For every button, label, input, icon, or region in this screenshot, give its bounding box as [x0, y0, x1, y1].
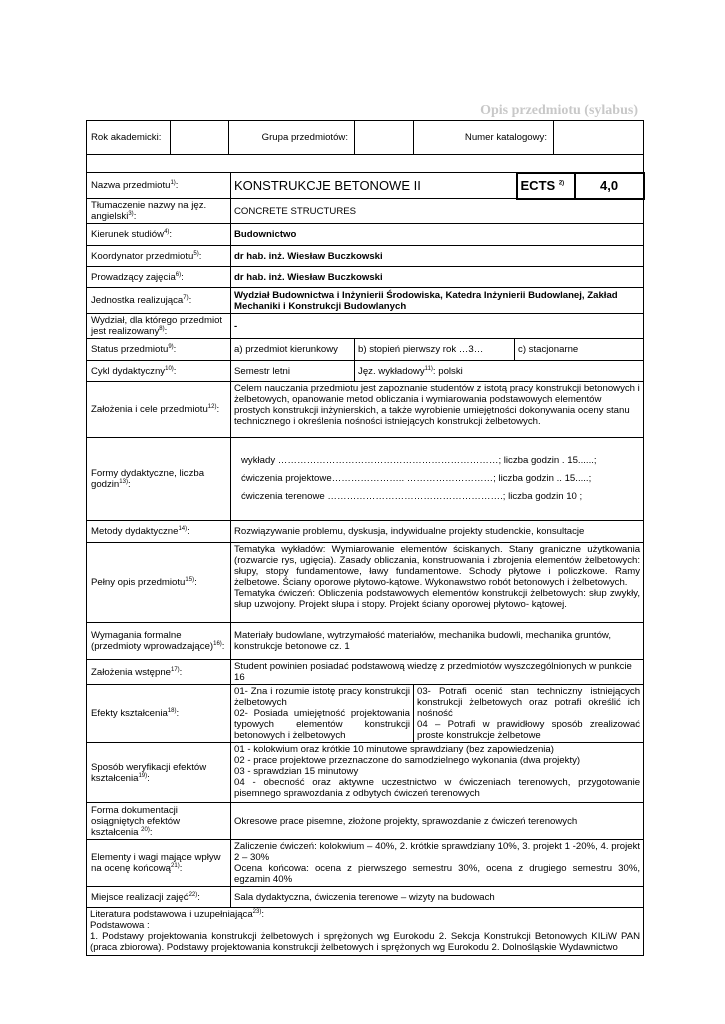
rok-value — [171, 121, 229, 155]
row-cykl — [87, 361, 644, 382]
efekty-left: 01- Zna i rozumie istotę pracy konstrukcji żelbetowych 02- Posiada umiejętność projektowania typowych elementów konstrukcji betonowych i żelbetowych — [231, 685, 414, 743]
row-nazwa — [87, 173, 644, 199]
prowadzacy-value: dr hab. inż. Wiesław Buczkowski — [231, 267, 644, 288]
wymagania-label: Wymagania formalne (przedmioty wprowadzające)$^{16)}$: — [87, 623, 231, 660]
wymagania-value: Materiały budowlane, wytrzymałość materiałów, mechanika budowli, mechanika gruntów, konstrukcje betonowe cz. 1 — [231, 623, 644, 660]
prowadzacy-label: Prowadzący zajęcia$^{6)}$: — [87, 267, 231, 288]
koordynator-value: dr hab. inż. Wiesław Buczkowski — [231, 246, 644, 267]
row-wagi — [87, 840, 644, 887]
syllabus-table — [86, 120, 645, 956]
row-literatura — [87, 908, 644, 956]
row-kierunek — [87, 224, 644, 246]
row-wymagania — [87, 623, 644, 660]
zalozenia-value: Celem nauczania przedmiotu jest zapoznanie studentów z istotą pracy konstrukcji betonowych i żelbetowych, opanowanie metod obliczania i wymiarowania podstawowych elementów prostych konstrukcji inżynierskich, a także wyrobienie umiejętności dokonywania oceny stanu technicznego i określenia nośności istniejących konstrukcji żelbetowych. — [231, 382, 644, 438]
literatura-item: 1. Podstawy projektowania konstrukcji żelbetowych i sprężonych wg Eurokodu 2. Sekcja Konstrukcji Betonowych KILiW PAN (praca zbiorowa). Podstawy projektowania konstrukcji żelbetowych i sprężonych wg Eurokodu 2. Dolnośląskie Wydawnictwo — [90, 931, 641, 953]
kierunek-value: Budownictwo — [231, 224, 644, 246]
wagi-label: Elementy i wagi mające wpływ na ocenę końcową$^{21)}$: — [87, 840, 231, 887]
efekty-right: 03- Potrafi ocenić stan techniczny istniejących konstrukcji żelbetowych oraz potrafi określić ich nośność 04 – Potrafi w prawidłowy sposób zrealizować proste konstrukcje żelbetowe — [414, 685, 644, 743]
ects-value: 4,0 — [575, 173, 644, 199]
cykl-label: Cykl dydaktyczny$^{10)}$: — [87, 361, 231, 382]
metody-label: Metody dydaktyczne$^{14)}$: — [87, 521, 231, 543]
formy-value — [231, 438, 644, 521]
row-miejsce — [87, 887, 644, 908]
cykl-semestr: Semestr letni — [231, 361, 355, 382]
wagi-value — [231, 840, 644, 887]
wstepne-label: Założenia wstępne$^{17)}$: — [87, 660, 231, 685]
weryfikacja-line: 02 - prace projektowe przeznaczone do samodzielnego wykonania (dwa projekty) — [234, 755, 581, 766]
numer-label: Numer katalogowy: — [414, 121, 554, 155]
row-status — [87, 339, 644, 361]
efekty-label: Efekty kształcenia$^{18)}$: — [87, 685, 231, 743]
ang-value: CONCRETE STRUCTURES — [231, 199, 644, 224]
row-dokumentacja — [87, 803, 644, 840]
dokumentacja-label: Forma dokumentacji osiągniętych efektów kształcenia $^{20)}$: — [87, 803, 231, 840]
weryfikacja-line: 04 - obecność oraz aktywne uczestnictwo w ćwiczeniach terenowych, przygotowanie pisemnego sprawozdania z odbytych ćwiczeń terenowych — [234, 777, 641, 799]
row-ang — [87, 199, 644, 224]
row-pelny — [87, 543, 644, 623]
row-weryfikacja — [87, 743, 644, 803]
formy-line: ćwiczenia terenowe ……………………………………………….; liczba godzin 10 ; — [241, 491, 583, 502]
wydzial-value: - — [231, 314, 644, 339]
document-title: Opis przedmiotu (sylabus) — [480, 103, 638, 118]
kierunek-label: Kierunek studiów$^{4)}$: — [87, 224, 231, 246]
row-efekty — [87, 685, 644, 743]
pelny-wyklady: Tematyka wykładów: Wymiarowanie elementów ściskanych. Stany graniczne użytkowania (rozwarcie rys, ugięcia). Zasady obliczania, konstruowania i zbrojenia elementów żelbetowych: słupy, stopy fundamentowe, ławy fundamentowe. Schody płytowe i policzkowe. Ramy żelbetowe. Ściany oporowe płytowo-kątowe. Wykonawstwo robót betonowych i żelbetowych. — [234, 544, 641, 588]
zalozenia-label: Założenia i cele przedmiotu$^{12)}$: — [87, 382, 231, 438]
miejsce-value: Sala dydaktyczna, ćwiczenia terenowe – wizyty na budowach — [231, 887, 644, 908]
jednostka-value: Wydział Budownictwa i Inżynierii Środowiska, Katedra Inżynierii Budowlanej, Zakład Mechaniki i Konstrukcji Budowlanych — [231, 288, 644, 314]
literatura-cell — [87, 908, 644, 956]
wagi-line-1: Zaliczenie ćwiczeń: kolokwium – 40%, 2. krótkie sprawdziany 10%, 3. projekt 1 -20%, 4. projekt 2 – 30% — [234, 841, 641, 863]
top-row — [87, 121, 644, 155]
wstepne-value: Student powinien posiadać podstawową wiedzę z przedmiotów wyszczególnionych w punkcie 16 — [231, 660, 644, 685]
status-b: b) stopień pierwszy rok …3… — [355, 339, 515, 361]
weryfikacja-line: 03 - sprawdzian 15 minutowy — [234, 766, 359, 777]
row-formy — [87, 438, 644, 521]
koordynator-label: Koordynator przedmiotu$^{5)}$: — [87, 246, 231, 267]
formy-line: wykłady ……………………………………………………………; liczba godzin . 15......; — [241, 455, 597, 466]
wagi-line-2: Ocena końcowa: ocena z pierwszego semestru 30%, ocena z drugiego semestru 30%, egzamin 40% — [234, 863, 641, 885]
row-prowadzacy — [87, 267, 644, 288]
row-wstepne — [87, 660, 644, 685]
pelny-cwiczenia: Tematyka ćwiczeń: Obliczenia podstawowych elementów konstrukcji żelbetowych: słup zwykły, słup uzwojony. Projekt słupa i stopy. Projekt ściany oporowej płytowo- kątowej. — [234, 588, 641, 610]
row-zalozenia — [87, 382, 644, 438]
status-label: Status przedmiotu$^{9)}$: — [87, 339, 231, 361]
nazwa-value: KONSTRUKCJE BETONOWE II — [231, 173, 517, 199]
weryfikacja-label: Sposób weryfikacji efektów kształcenia$^{19)}$: — [87, 743, 231, 803]
status-a: a) przedmiot kierunkowy — [231, 339, 355, 361]
weryfikacja-value — [231, 743, 644, 803]
grupa-label: Grupa przedmiotów: — [229, 121, 355, 155]
formy-label: Formy dydaktyczne, liczba godzin$^{13)}$: — [87, 438, 231, 521]
nazwa-label: Nazwa przedmiotu$^{1)}$: — [87, 173, 231, 199]
literatura-sub: Podstawowa : — [90, 920, 150, 931]
ects-label: ECTS $^{2)}$ — [517, 173, 575, 199]
rok-label: Rok akademicki: — [87, 121, 171, 155]
miejsce-label: Miejsce realizacji zajęć$^{22)}$: — [87, 887, 231, 908]
pelny-label: Pełny opis przedmiotu$^{15)}$: — [87, 543, 231, 623]
status-c: c) stacjonarne — [515, 339, 644, 361]
formy-line: ćwiczenia projektowe………………….. ………………………; liczba godzin .. 15.....; — [241, 473, 592, 484]
row-koordynator — [87, 246, 644, 267]
row-metody — [87, 521, 644, 543]
ang-label: Tłumaczenie nazwy na jęz. angielski$^{3)}$: — [87, 199, 231, 224]
spacer-row — [87, 155, 644, 173]
numer-value — [554, 121, 644, 155]
pelny-value — [231, 543, 644, 623]
wydzial-label: Wydział, dla którego przedmiot jest realizowany$^{8)}$: — [87, 314, 231, 339]
grupa-value — [355, 121, 414, 155]
weryfikacja-line: 01 - kolokwium oraz krótkie 10 minutowe sprawdziany (bez zapowiedzenia) — [234, 744, 554, 755]
metody-value: Rozwiązywanie problemu, dyskusja, indywidualne projekty studenckie, konsultacje — [231, 521, 644, 543]
cykl-jezyk: Jęz. wykładowy$^{11)}$: polski — [355, 361, 644, 382]
jednostka-label: Jednostka realizująca$^{7)}$: — [87, 288, 231, 314]
literatura-label: Literatura podstawowa i uzupełniająca$^{23)}$: — [90, 908, 265, 920]
dokumentacja-value: Okresowe prace pisemne, złożone projekty, sprawozdanie z ćwiczeń terenowych — [231, 803, 644, 840]
row-wydzial — [87, 314, 644, 339]
row-jednostka — [87, 288, 644, 314]
